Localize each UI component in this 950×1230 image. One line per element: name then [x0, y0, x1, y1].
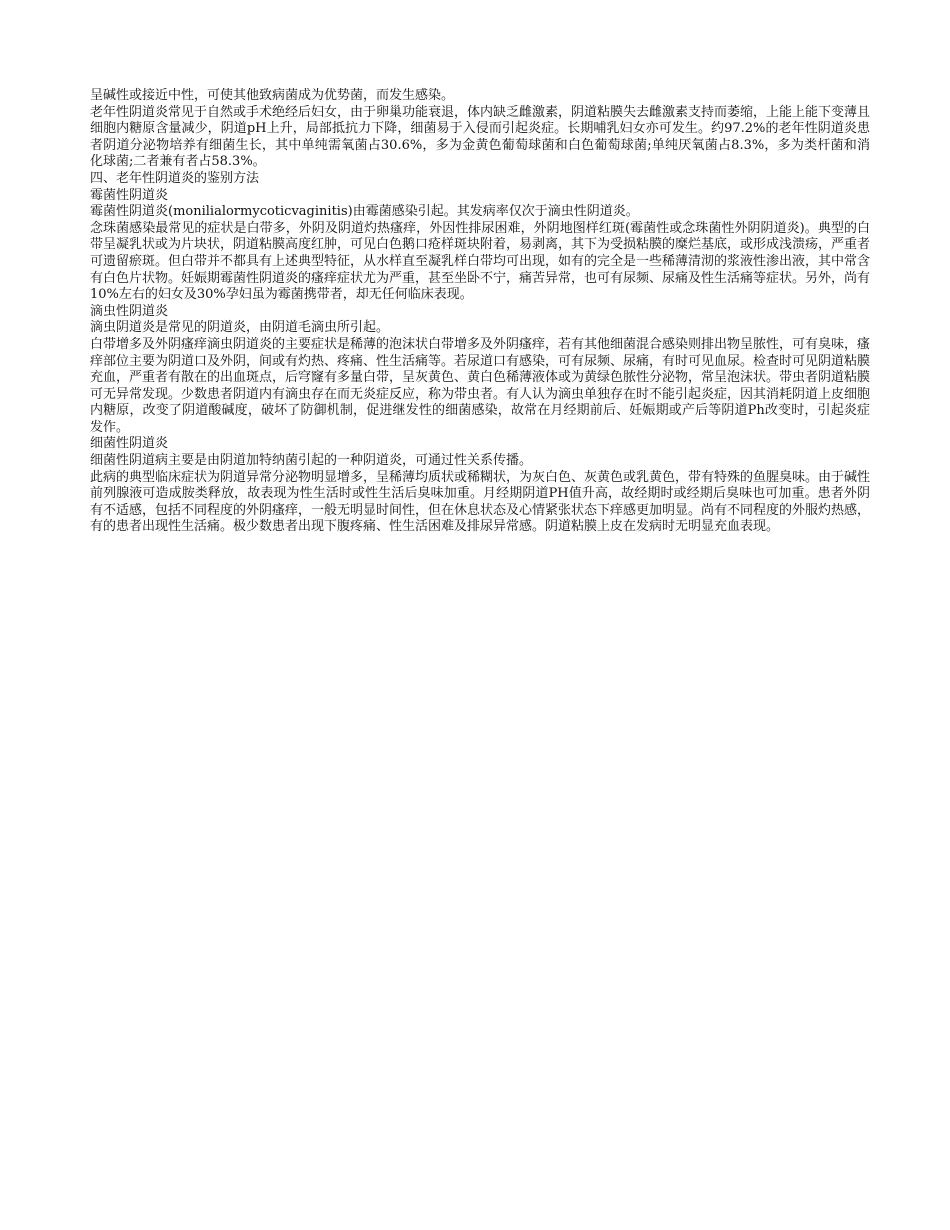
document-body	[90, 88, 870, 536]
paragraph-bacterial-symptoms: 此病的典型临床症状为阴道异常分泌物明显增多，呈稀薄均质状或稀糊状，为灰白色、灰黄色或乳黄色，带有特殊的鱼腥臭味。由于碱性前列腺液可造成胺类释放，故表现为性生活时或性生活后臭味加重。月经期阴道PH值升高，故经期时或经期后臭味也可加重。患者外阴有不适感，包括不同程度的外阴瘙痒，一般无明显时间性，但在休息状态及心情紧张状态下痒感更加明显。尚有不同程度的外服灼热感，有的患者出现性生活痛。极少数患者出现下腹疼痛、性生活困难及排尿异常感。阴道粘膜上皮在发病时无明显充血表现。	[90, 469, 871, 535]
paragraph-trichomonas-definition: 滴虫阴道炎是常见的阴道炎，由阴道毛滴虫所引起。	[90, 320, 390, 336]
subheading-fungal-vaginitis: 霉菌性阴道炎	[90, 187, 169, 203]
paragraph-continuation: 呈碱性或接近中性，可使其他致病菌成为优势菌，而发生感染。	[90, 88, 455, 103]
paragraph-bacterial-definition: 细菌性阴道病主要是由阴道加特纳菌引起的一种阴道炎，可通过性关系传播。	[90, 453, 533, 469]
section-heading-differential: 四、老年性阴道炎的鉴别方法	[90, 170, 260, 186]
subheading-trichomonas-vaginitis: 滴虫性阴道炎	[90, 303, 169, 319]
paragraph-trichomonas-symptoms: 白带增多及外阴瘙痒滴虫阴道炎的主要症状是稀薄的泡沫状白带增多及外阴瘙痒，若有其他细菌混合感染则排出物呈脓性，可有臭味，瘙痒部位主要为阴道口及外阴，间或有灼热、疼痛、性生活痛等。若尿道口有感染，可有尿频、尿痛，有时可见血尿。检查时可见阴道粘膜充血，严重者有散在的出血斑点，后穹窿有多量白带，呈灰黄色、黄白色稀薄液体或为黄绿色脓性分泌物，常呈泡沫状。带虫者阴道粘膜可无异常发现。少数患者阴道内有滴虫存在而无炎症反应，称为带虫者。有人认为滴虫单独存在时不能引起炎症，因其消耗阴道上皮细胞内糖原，改变了阴道酸碱度，破坏了防御机制，促进继发性的细菌感染，故常在月经期前后、妊娠期或产后等阴道Ph改变时，引起炎症发作。	[90, 336, 871, 435]
paragraph-fungal-definition: 霉菌性阴道炎(monilialormycoticvaginitis)由霉菌感染引起。其发病率仅次于滴虫性阴道炎。	[90, 204, 639, 220]
paragraph-senile-vaginitis-cause: 老年性阴道炎常见于自然或手术绝经后妇女，由于卵巢功能衰退，体内缺乏雌激素，阴道粘膜失去雌激素支持而萎缩，上能上能下变薄且细胞内糖原含量减少，阴道pH上升，局部抵抗力下降，细菌易于入侵而引起炎症。长期哺乳妇女亦可发生。约97.2%的老年性阴道炎患者阴道分泌物培养有细菌生长，其中单纯需氧菌占30.6%，多为金黄色葡萄球菌和白色葡萄球菌;单纯厌氧菌占8.3%，多为类杆菌和消化球菌;二者兼有者占58.3%。	[90, 104, 871, 170]
paragraph-fungal-symptoms: 念珠菌感染最常见的症状是白带多，外阴及阴道灼热瘙痒，外因性排尿困难，外阴地图样红斑(霉菌性或念珠菌性外阴阴道炎)。典型的白带呈凝乳状或为片块状，阴道粘膜高度红肿，可见白色鹅口疮样斑块附着，易剥离，其下为受损粘膜的糜烂基底，或形成浅溃疡，严重者可遗留瘀斑。但白带并不都具有上述典型特征，从水样直至凝乳样白带均可出现，如有的完全是一些稀薄清沏的浆液性渗出液，其中常含有白色片状物。妊娠期霉菌性阴道炎的瘙痒症状尤为严重，甚至坐卧不宁，痛苦异常，也可有尿频、尿痛及性生活痛等症状。另外，尚有10%左右的妇女及30%孕妇虽为霉菌携带者，却无任何临床表现。	[90, 220, 871, 303]
subheading-bacterial-vaginitis: 细菌性阴道炎	[90, 436, 169, 452]
